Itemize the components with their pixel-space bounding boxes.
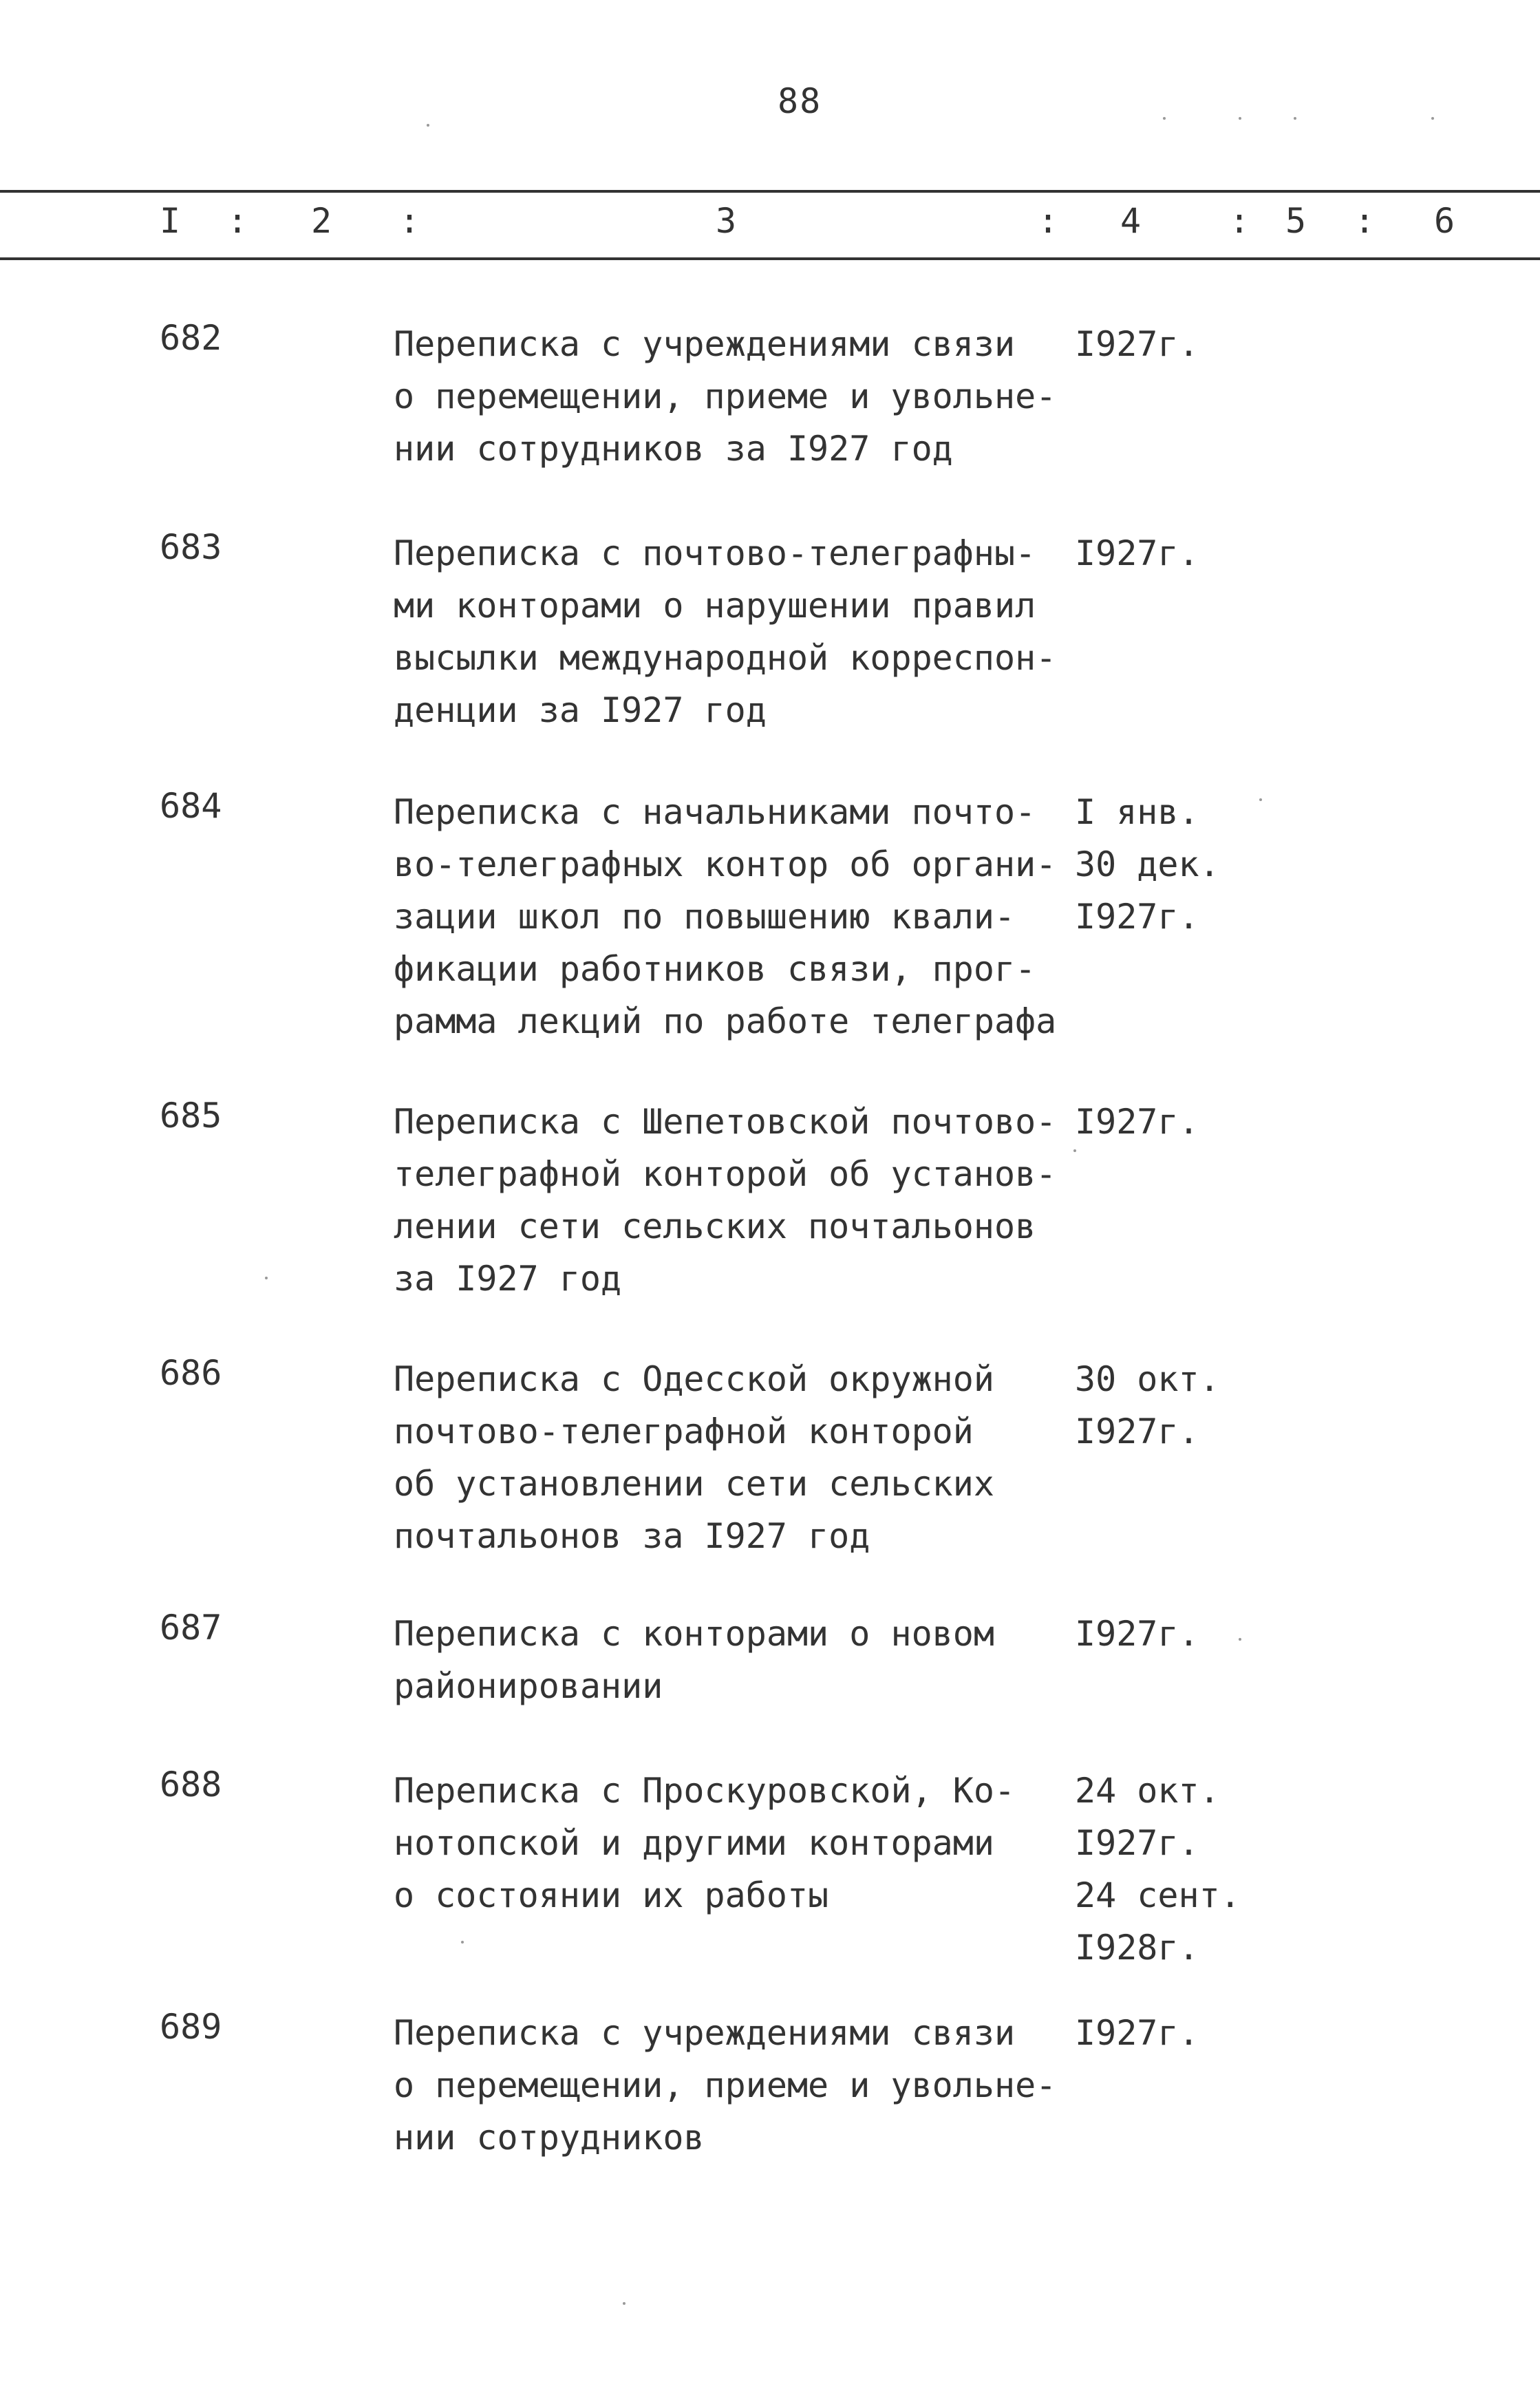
record-number: 687	[160, 1608, 222, 1648]
record-title-line: Переписка с Шепетовской почтово-	[394, 1102, 1057, 1142]
record-title-line: зации школ по повышению квали-	[394, 897, 1016, 937]
record-title-line: почтово-телеграфной конторой	[394, 1412, 974, 1451]
record-date-line: I928г.	[1075, 1928, 1199, 1968]
record-title-line: Переписка с Одесской окружной	[394, 1359, 994, 1399]
record-title-line: рамма лекций по работе телеграфа	[394, 1001, 1057, 1041]
record-date-line: I927г.	[1075, 1614, 1199, 1654]
record-date-line: I927г.	[1075, 533, 1199, 573]
column-header-5: 5	[1285, 201, 1307, 241]
record-number: 689	[160, 2007, 222, 2047]
record-date-line: 24 окт.	[1075, 1771, 1220, 1811]
record-number: 685	[160, 1096, 222, 1136]
scan-speck	[1073, 1149, 1076, 1152]
page-number: 88	[778, 81, 822, 121]
scan-speck	[1239, 117, 1241, 120]
column-separator: :	[1354, 201, 1376, 241]
record-date-line: I927г.	[1075, 1102, 1199, 1142]
column-header-4: 4	[1120, 201, 1142, 241]
record-title-line: Переписка с начальниками почто-	[394, 792, 1036, 832]
record-title-line: нии сотрудников за I927 год	[394, 429, 953, 469]
record-title-line: о перемещении, приеме и увольне-	[394, 376, 1057, 416]
record-title-line: районировании	[394, 1666, 663, 1706]
column-header-6: 6	[1434, 201, 1455, 241]
record-title-line: Переписка с учреждениями связи	[394, 324, 1016, 364]
record-title	[394, 2007, 1082, 2164]
record-number: 688	[160, 1765, 222, 1804]
record-title-line: о перемещении, приеме и увольне-	[394, 2065, 1057, 2105]
column-separator: :	[1038, 201, 1059, 241]
record-title-line: Переписка с конторами о новом	[394, 1614, 994, 1654]
scan-speck	[1259, 798, 1262, 801]
record-title	[394, 1096, 1082, 1305]
record-title-line: денции за I927 год	[394, 690, 767, 730]
record-title-line: нии сотрудников	[394, 2118, 705, 2158]
record-title-line: почтальонов за I927 год	[394, 1516, 870, 1556]
record-date-line: I927г.	[1075, 1412, 1199, 1451]
column-header-2: 2	[311, 201, 332, 241]
record-date	[1075, 1608, 1199, 1660]
record-date-line: I927г.	[1075, 2013, 1199, 2053]
record-title-line: нотопской и другими конторами	[394, 1823, 994, 1863]
record-number: 682	[160, 318, 222, 358]
record-date	[1075, 2007, 1199, 2059]
record-title	[394, 786, 1082, 1047]
record-title-line: за I927 год	[394, 1259, 622, 1299]
record-title-line: фикации работников связи, прог-	[394, 949, 1036, 989]
scan-speck	[623, 2302, 625, 2305]
column-header-3: 3	[716, 201, 737, 241]
record-number: 683	[160, 527, 222, 567]
record-date-line: 30 дек.	[1075, 844, 1220, 884]
record-title-line: высылки международной корреспон-	[394, 638, 1057, 678]
record-title-line: Переписка с учреждениями связи	[394, 2013, 1016, 2053]
record-title-line: лении сети сельских почтальонов	[394, 1206, 1036, 1246]
header-bottom-rule	[0, 257, 1540, 260]
record-number: 684	[160, 786, 222, 826]
scan-speck	[1239, 1638, 1241, 1641]
scan-speck	[265, 1277, 268, 1279]
scan-speck	[427, 124, 429, 127]
scan-speck	[1431, 117, 1434, 120]
record-date-line: 30 окт.	[1075, 1359, 1220, 1399]
column-separator: :	[399, 201, 420, 241]
record-date-line: 24 сент.	[1075, 1875, 1241, 1915]
record-date	[1075, 318, 1199, 370]
record-title-line: Переписка с Проскуровской, Ко-	[394, 1771, 1016, 1811]
record-date	[1075, 1765, 1241, 1974]
record-title-line: об установлении сети сельских	[394, 1464, 994, 1504]
record-date	[1075, 527, 1199, 579]
record-title	[394, 1608, 1082, 1712]
record-title	[394, 318, 1082, 475]
column-separator: :	[227, 201, 248, 241]
scan-speck	[1294, 117, 1296, 120]
record-title-line: Переписка с почтово-телеграфны-	[394, 533, 1036, 573]
record-date	[1075, 1096, 1199, 1148]
record-title-line: ми конторами о нарушении правил	[394, 586, 1036, 626]
scan-speck	[1163, 117, 1166, 120]
record-title-line: о состоянии их работы	[394, 1875, 829, 1915]
record-title-line: во-телеграфных контор об органи-	[394, 844, 1057, 884]
header-top-rule	[0, 190, 1540, 193]
column-separator: :	[1229, 201, 1250, 241]
record-title	[394, 1353, 1082, 1562]
column-header-1: I	[160, 201, 181, 241]
record-title-line: телеграфной конторой об установ-	[394, 1154, 1057, 1194]
record-title	[394, 527, 1082, 736]
record-date-line: I янв.	[1075, 792, 1199, 832]
record-date-line: I927г.	[1075, 897, 1199, 937]
record-number: 686	[160, 1353, 222, 1393]
scan-speck	[461, 1941, 464, 1944]
record-title	[394, 1765, 1082, 1921]
record-date-line: I927г.	[1075, 324, 1199, 364]
record-date	[1075, 1353, 1220, 1458]
record-date	[1075, 786, 1220, 943]
record-date-line: I927г.	[1075, 1823, 1199, 1863]
